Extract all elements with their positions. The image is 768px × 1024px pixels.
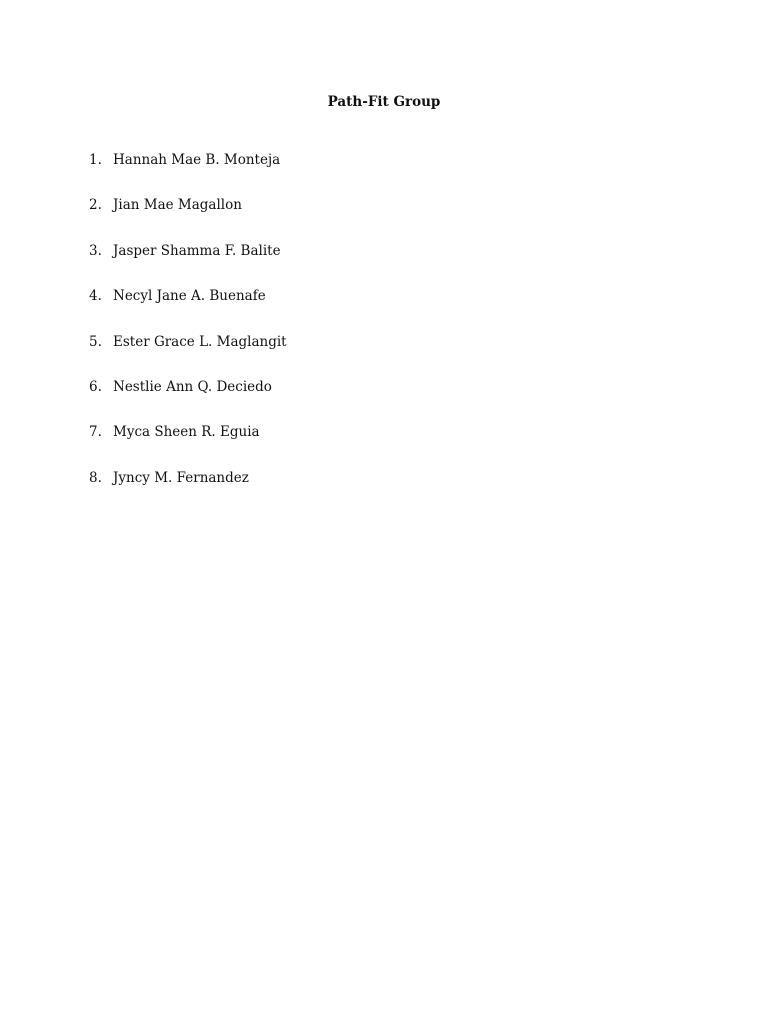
- document-title: Path-Fit Group: [327, 94, 441, 110]
- list-item-name: Jyncy M. Fernandez: [113, 469, 249, 486]
- list-item: [89, 242, 287, 287]
- list-item-number: 6.: [89, 378, 102, 395]
- list-item: [89, 423, 287, 468]
- list-item-number: 2.: [89, 197, 102, 214]
- list-item-number: 7.: [89, 424, 102, 441]
- list-item-number: 8.: [89, 469, 102, 486]
- list-item-name: Hannah Mae B. Monteja: [113, 152, 281, 168]
- list-item: [89, 151, 287, 196]
- list-item-name: Jian Mae Magallon: [113, 197, 242, 214]
- list-item-name: Nestlie Ann Q. Deciedo: [113, 378, 272, 395]
- list-item: [89, 469, 287, 514]
- list-item: [89, 196, 287, 241]
- list-item-name: Myca Sheen R. Eguia: [113, 424, 260, 441]
- list-item-name: Jasper Shamma F. Balite: [113, 242, 281, 259]
- list-item-name: Ester Grace L. Maglangit: [113, 333, 287, 350]
- list-item-number: 5.: [89, 333, 102, 350]
- list-item: [89, 378, 287, 423]
- list-item-number: 3.: [89, 242, 102, 259]
- list-item-number: 4.: [89, 288, 102, 305]
- list-item-number: 1.: [89, 152, 102, 168]
- member-list: [89, 151, 287, 514]
- list-item: [89, 333, 287, 378]
- list-item: [89, 287, 287, 332]
- list-item-name: Necyl Jane A. Buenafe: [113, 288, 266, 305]
